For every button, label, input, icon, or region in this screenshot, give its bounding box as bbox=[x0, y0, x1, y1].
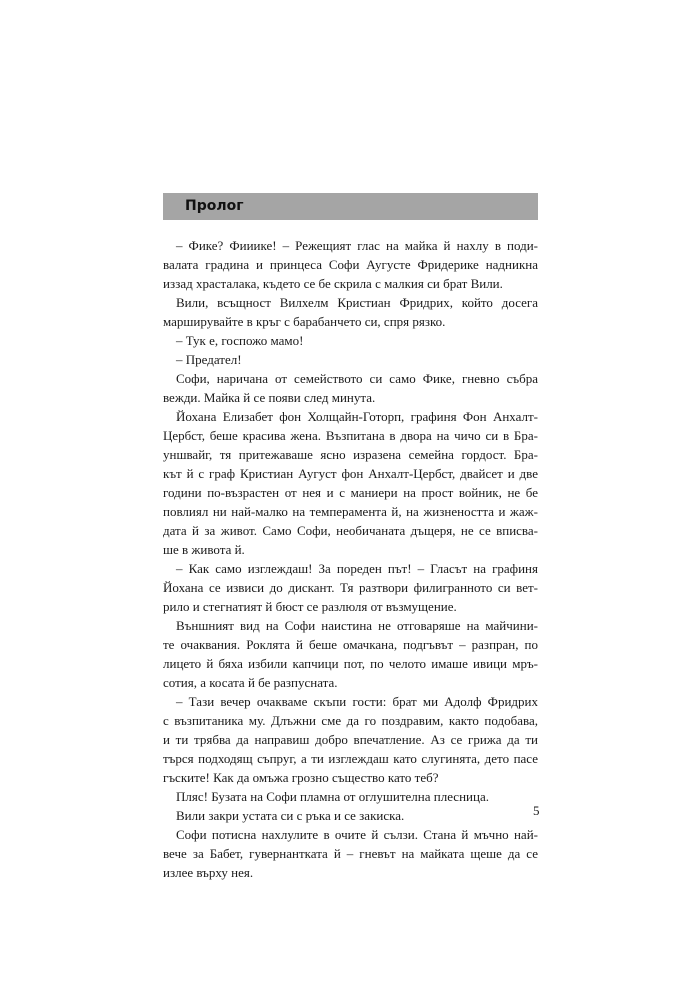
text-line: Цербст, беше красива жена. Възпитана в двора на чичо си в Бра- bbox=[163, 428, 538, 443]
text-line: излее върху нея. bbox=[163, 865, 254, 880]
text-line: и ти трябва да направиш добро впечатление. Аз се грижа да ти bbox=[163, 732, 538, 747]
text-line: те очаквания. Роклята й беше омачкана, подгъвът – разпран, по bbox=[163, 637, 538, 652]
text-line: рило и стегнатият й бюст се разлюля от възмущение. bbox=[163, 599, 457, 614]
chapter-title: Пролог bbox=[185, 198, 244, 214]
text-line: Пляс! Бузата на Софи пламна от оглушителна плесница. bbox=[176, 789, 489, 804]
text-line: марширувайте в кръг с барабанчето си, спря рязко. bbox=[163, 314, 446, 329]
paragraph bbox=[163, 616, 538, 692]
text-line: Софи, наричана от семейството си само Фике, гневно събра bbox=[176, 371, 538, 386]
paragraph bbox=[163, 369, 538, 407]
paragraph bbox=[163, 236, 538, 293]
text-line: – Фике? Фииике! – Режещият глас на майка й нахлу в поди- bbox=[176, 238, 538, 253]
text-line: кът й с граф Кристиан Аугуст фон Анхалт-Цербст, двайсет и две bbox=[163, 466, 538, 481]
text-line: Йохана Елизабет фон Холщайн-Готорп, графиня Фон Анхалт- bbox=[176, 409, 538, 424]
text-line: години по-възрастен от нея и с маниери на прост войник, не бе bbox=[163, 485, 538, 500]
text-line: Вили закри устата си с ръка и се закиска. bbox=[176, 808, 405, 823]
paragraph bbox=[163, 293, 538, 331]
text-line: Външният вид на Софи наистина не отговаряше на майчини- bbox=[176, 618, 538, 633]
text-line: Вили, всъщност Вилхелм Кристиан Фридрих, който досега bbox=[176, 295, 538, 310]
text-line: вежди. Майка й се появи след минута. bbox=[163, 390, 376, 405]
chapter-heading-bar bbox=[163, 193, 538, 220]
text-line: Йохана се извиси до дискант. Тя разтвори филигранното си вет- bbox=[163, 580, 538, 595]
text-line: – Тази вечер очакваме скъпи гости: брат ми Адолф Фридрих bbox=[176, 694, 538, 709]
paragraph bbox=[163, 825, 538, 882]
page-number: 5 bbox=[533, 803, 540, 818]
text-line: – Предател! bbox=[176, 352, 242, 367]
text-line: иззад храсталака, където се бе скрила с малкия си брат Вили. bbox=[163, 276, 503, 291]
text-line: лицето й бяха избили капчици пот, по челото имаше ивици мръ- bbox=[163, 656, 538, 671]
paragraph bbox=[163, 692, 538, 787]
text-line: уншвайг, тя притежаваше ясно изразена семейна гордост. Бра- bbox=[163, 447, 538, 462]
text-line: вече за Бабет, гувернантката й – гневът на майката щеше да се bbox=[163, 846, 538, 861]
paragraph bbox=[163, 407, 538, 559]
text-line: с възпитаника му. Длъжни сме да го поздравим, както подобава, bbox=[163, 713, 538, 728]
body-text bbox=[163, 236, 538, 882]
text-line: дата й за живот. Само Софи, необичаната дъщеря, не се вписва- bbox=[163, 523, 538, 538]
text-line: – Как само изглеждаш! За пореден път! – Гласът на графиня bbox=[176, 561, 538, 576]
paragraph bbox=[163, 559, 538, 616]
text-line: валата градина и принцеса Софи Аугусте Фридерике надникна bbox=[163, 257, 538, 272]
paragraph bbox=[163, 350, 538, 369]
paragraph bbox=[163, 787, 538, 806]
text-line: Софи потисна нахлулите в очите й сълзи. Стана й мъчно най- bbox=[176, 827, 538, 842]
text-line: гъските! Как да омъжа грозно същество като теб? bbox=[163, 770, 439, 785]
paragraph bbox=[163, 331, 538, 350]
text-line: повлиял ни най-малко на темперамента й, на жизнеността и жаж- bbox=[163, 504, 538, 519]
paragraph bbox=[163, 806, 538, 825]
text-line: сотия, а косата й бе разпусната. bbox=[163, 675, 338, 690]
text-line: търся подходящ съпруг, а ти изглеждаш като слугинята, дето пасе bbox=[163, 751, 538, 766]
text-line: – Тук е, госпожо мамо! bbox=[176, 333, 304, 348]
text-line: ше в живота й. bbox=[163, 542, 245, 557]
